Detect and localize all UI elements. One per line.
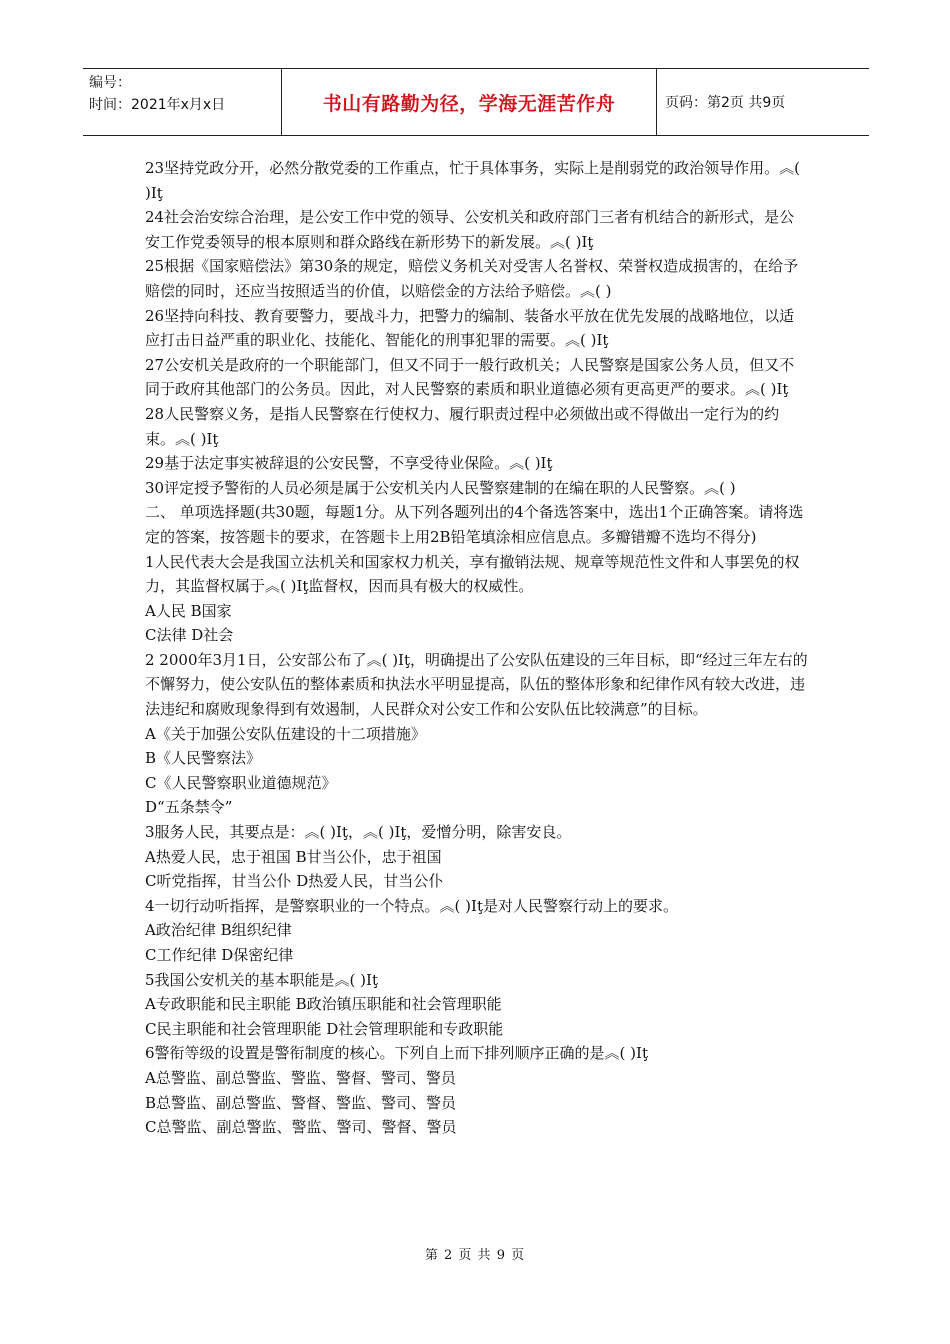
mc-options: A人民 B国家 <box>145 601 232 620</box>
section-heading: 二、 单项选择题(共30题，每题1分。从下列各题列出的4个备选答案中，选出1个正确答案。请将选定的答案，按答题卡的要求，在答题卡上用2B铅笔填涂相应信息点。多瓣错瓣不选均不得分) <box>145 503 804 546</box>
question-25: 25根据《国家赔偿法》第30条的规定，赔偿义务机关对受害人名誉权、荣誉权造成损害的，在给予赔偿的同时，还应当按照适当的价值，以赔偿金的方法给予赔偿。︽( ) <box>145 257 799 300</box>
mc-options: A热爱人民，忠于祖国 B甘当公仆，忠于祖国 <box>145 847 442 866</box>
mc-options: C工作纪律 D保密纪律 <box>145 946 294 964</box>
mc-question-4: 4一切行动听指挥，是警察职业的一个特点。︽( )Iţ是对人民警察行动上的要求。 <box>145 896 678 915</box>
motto: 书山有路勤为径，学海无涯苦作舟 <box>281 69 657 135</box>
code-label: 编号： <box>89 75 131 91</box>
mc-options: A政治纪律 B组织纪律 <box>145 921 292 940</box>
mc-option: C总警监、副总警监、警监、警司、警督、警员 <box>145 1118 457 1137</box>
question-24: 24社会治安综合治理，是公安工作中党的领导、公安机关和政府部门三者有机结合的新形式，是公安工作党委领导的根本原则和群众路线在新形势下的新发展。︽( )Iţ <box>145 208 795 251</box>
question-29: 29基于法定事实被辞退的公安民警，不享受待业保险。︽( )Iţ <box>145 454 553 473</box>
mc-options: A专政职能和民主职能 B政治镇压职能和社会管理职能 <box>145 995 502 1014</box>
mc-question-3: 3服务人民，其要点是：︽( )Iţ，︽( )Iţ，爱憎分明，除害安良。 <box>145 823 572 842</box>
mc-options: C民主职能和社会管理职能 D社会管理职能和专政职能 <box>145 1019 504 1038</box>
mc-option: A《关于加强公安队伍建设的十二项措施》 <box>145 724 426 743</box>
question-27: 27公安机关是政府的一个职能部门，但又不同于一般行政机关；人民警察是国家公务人员，但又不同于政府其他部门的公务员。因此，对人民警察的素质和职业道德必须有更高更严的要求。︽( )Iţ <box>145 355 795 399</box>
question-30: 30评定授予警衔的人员必须是属于公安机关内人民警察建制的在编在职的人民警察。︽( ) <box>145 478 736 497</box>
page-footer: 第 2 页 共 9 页 <box>424 1248 526 1263</box>
document-body <box>145 156 809 1140</box>
page-header <box>83 68 869 136</box>
page-number-label: 页码：第2页 共9页 <box>665 95 786 111</box>
mc-question-6: 6警衔等级的设置是警衔制度的核心。下列自上而下排列顺序正确的是︽( )Iţ <box>145 1044 648 1063</box>
mc-option: C《人民警察职业道德规范》 <box>145 773 337 792</box>
mc-option: B总警监、副总警监、警督、警监、警司、警员 <box>145 1093 457 1112</box>
date-label: 时间：2021年x月x日 <box>89 97 226 113</box>
header-meta <box>83 69 281 135</box>
mc-options: C听党指挥，甘当公仆 D热爱人民，甘当公仆 <box>145 872 444 891</box>
mc-option: B《人民警察法》 <box>145 749 262 768</box>
mc-question-1: 1人民代表大会是我国立法机关和国家权力机关，享有撤销法规、规章等规范性文件和人事罢免的权力，其监督权属于︽( )Iţ监督权，因而具有极大的权威性。 <box>145 552 800 596</box>
question-26: 26坚持向科技、教育要警力，要战斗力，把警力的编制、装备水平放在优先发展的战略地位，以适应打击日益严重的职业化、技能化、智能化的刑事犯罪的需要。︽( )Iţ <box>145 306 795 350</box>
question-28: 28人民警察义务，是指人民警察在行使权力、履行职责过程中必须做出或不得做出一定行为的约束。︽( )Iţ <box>145 404 780 448</box>
mc-options: C法律 D社会 <box>145 626 234 645</box>
mc-question-5: 5我国公安机关的基本职能是︽( )Iţ <box>145 970 378 989</box>
question-23: 23坚持党政分开，必然分散党委的工作重点，忙于具体事务，实际上是削弱党的政治领导作用。︽( )Iţ <box>145 159 800 202</box>
mc-option: D“五条禁令” <box>145 798 233 817</box>
mc-question-2: 2 2000年3月1日，公安部公布了︽( )Iţ，明确提出了公安队伍建设的三年目标，即“经过三年左右的不懈努力，使公安队伍的整体素质和执法水平明显提高，队伍的整体形象和纪律作风有较大改进，违法违纪和腐败现象得到有效遏制，人民群众对公安工作和公安队伍比较满意”的目标。 <box>145 650 808 719</box>
mc-option: A总警监、副总警监、警监、警督、警司、警员 <box>145 1068 456 1087</box>
